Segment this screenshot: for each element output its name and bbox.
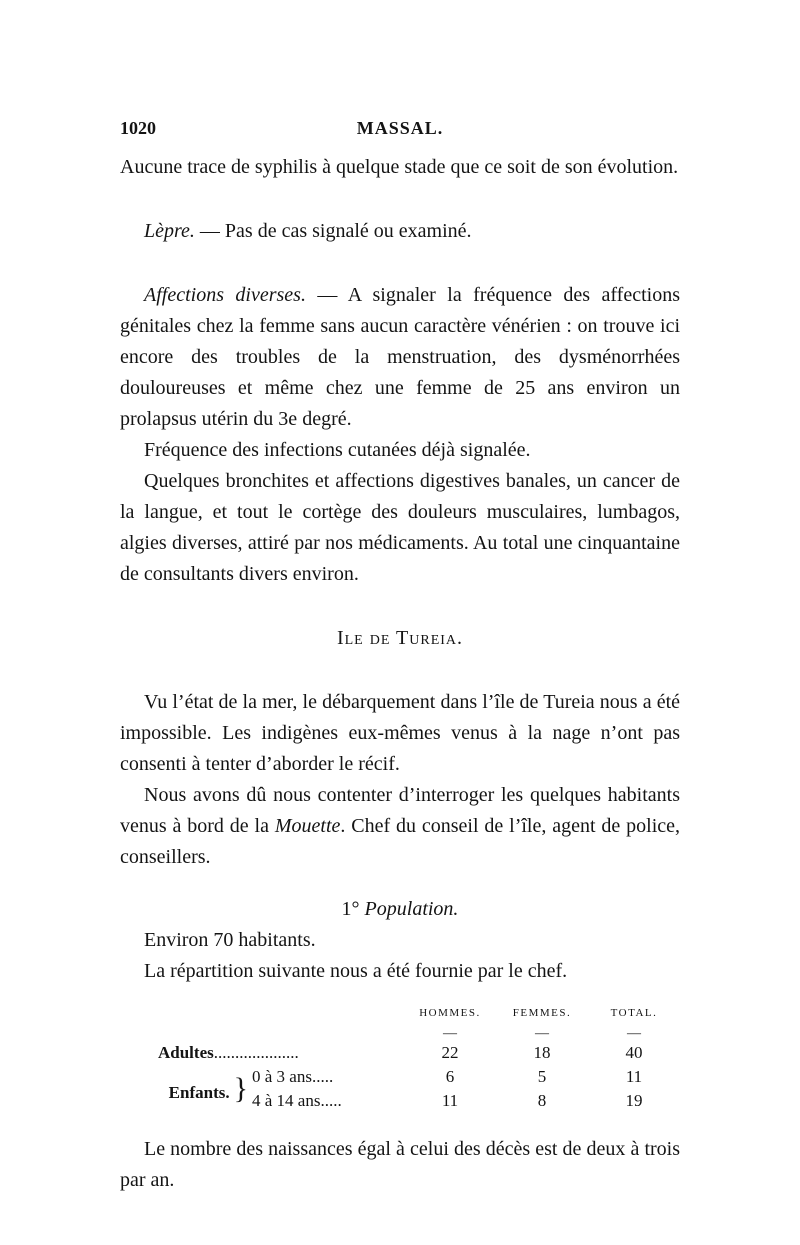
ship-name: Mouette [274,815,341,837]
interroger-text-a: Nous avons dû nous contenter d’interroger les quelques habitants venus à bord de la [120,784,680,837]
lepre-text: — Pas de cas signalé ou examiné. [194,220,472,242]
enfants-1-hommes: 11 [441,1091,459,1110]
table-row-adultes [158,1041,680,1065]
population-number: 1° [341,898,365,920]
header-total: TOTAL. [610,1007,658,1019]
paragraph-bronchites: Quelques bronchites et affections digestives banales, un cancer de la langue, et tout le cortège des douleurs musculaires, lumbagos, algies diverses, attiré par nos médicaments. Au total une cinquantaine de consultants divers environ. [120,470,680,585]
paragraph-mer: Vu l’état de la mer, le débarquement dans l’île de Tureia nous a été impossible. Les indigènes eux-mêmes venus à la nage n’ont pas consenti à tenter d’aborder le récif. [120,691,680,775]
enfants-row-label-1: 4 à 14 ans..... [252,1091,342,1110]
brace-icon: } [233,1071,248,1105]
adultes-label: Adultes [158,1043,214,1062]
enfants-0-total: 11 [625,1067,643,1086]
table-row-enfants-0-3 [158,1065,680,1089]
interroger-text-b: . Chef du conseil de l’île, agent de police, conseillers. [120,815,680,868]
row-label-adultes [158,1041,404,1065]
adultes-dots: .................... [213,1043,299,1062]
adultes-femmes: 18 [533,1043,551,1062]
enfants-row-label-0: 0 à 3 ans..... [252,1067,334,1086]
header-femmes: FEMMES. [512,1007,572,1019]
population-heading [120,894,680,925]
section-title: Ile de Tureia. [336,627,464,649]
enfants-cell [158,1065,252,1113]
lepre-term: Lèpre. [144,220,195,242]
dash-femmes: — [535,1026,549,1041]
dash-total: — [627,1026,641,1041]
paragraph-repartition: La répartition suivante nous a été fournie par le chef. [144,960,568,982]
table-header-row [158,1001,680,1027]
enfants-1-total: 19 [625,1091,643,1110]
page-header [120,118,680,144]
affections-term: Affections diverses. [144,284,306,306]
page-body [120,152,680,1196]
table-dash-row [158,1027,680,1041]
page-number: 1020 [120,118,156,138]
paragraph-affections [120,280,680,435]
population-table [158,1001,680,1113]
paragraph-cutanees: Fréquence des infections cutanées déjà signalée. [144,439,531,461]
adultes-total: 40 [625,1043,643,1062]
header-hommes: HOMMES. [419,1007,481,1019]
paragraph-lepre [120,216,680,247]
running-title: MASSAL. [356,118,444,138]
population-title: Population. [364,898,459,920]
paragraph-syphilis: Aucune trace de syphilis à quelque stade que ce soit de son évolution. [120,156,679,178]
affections-text: — A signaler la fréquence des affections génitales chez la femme sans aucun caractère vénérien : on trouve ici encore des troubles de la menstruation, des dysménorrhées douloureuses et même chez une femme de 25 ans environ un prolapsus utérin du 3e degré. [120,284,680,430]
enfants-0-hommes: 6 [445,1067,455,1086]
enfants-1-femmes: 8 [537,1091,547,1110]
enfants-label: Enfants. [168,1082,230,1102]
dash-hommes: — [443,1026,457,1041]
paragraph-habitants: Environ 70 habitants. [144,929,316,951]
paragraph-interroger [120,780,680,873]
adultes-hommes: 22 [441,1043,459,1062]
paragraph-naissances: Le nombre des naissances égal à celui des décès est de deux à trois par an. [120,1138,680,1191]
enfants-0-femmes: 5 [537,1067,547,1086]
